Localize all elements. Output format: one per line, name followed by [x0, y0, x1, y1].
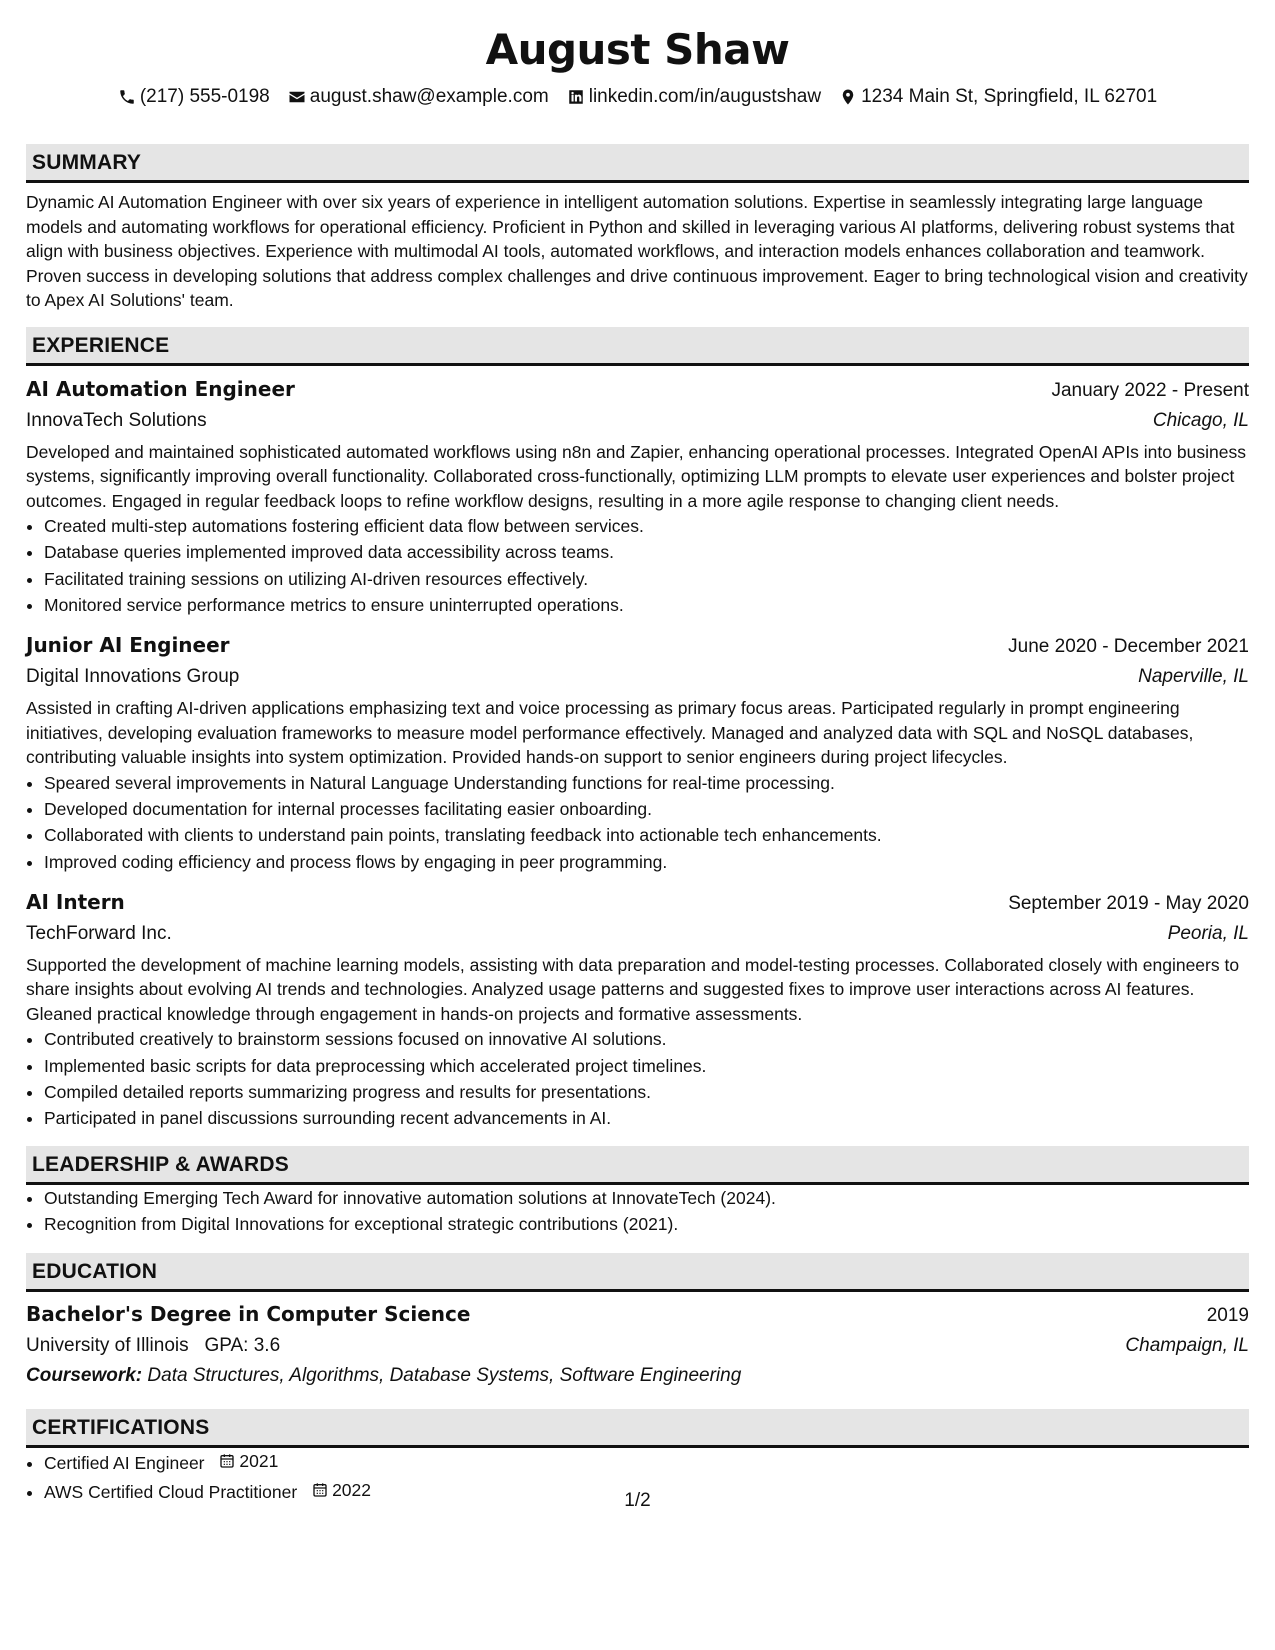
certification-name: Certified AI Engineer [44, 1453, 205, 1474]
list-item [44, 1448, 1249, 1476]
contact-linkedin[interactable] [567, 84, 821, 110]
linkedin-icon [567, 88, 585, 106]
job-bullets [26, 770, 1249, 875]
list-item: • Speared several improvements in Natural Language Understanding functions for real-time processing. [44, 770, 1249, 796]
list-item: • Outstanding Emerging Tech Award for innovative automation solutions at InnovateTech (2024). [44, 1185, 1249, 1211]
certification-year: 2022 [332, 1479, 372, 1500]
job-description: Supported the development of machine learning models, assisting with data preparation and model-testing processes. Collaborated closely with engineers to share insights about evolving AI trends and technologies. Analyzed usage patterns and suggested fixes to improve user interactions across AI features. Gleaned practical knowledge through engagement in hands-on projects and formative assessments. [26, 954, 1240, 1024]
job-bullets [26, 1026, 1249, 1131]
school-name: University of Illinois [26, 1335, 189, 1357]
certification-name: AWS Certified Cloud Practitioner [44, 1481, 298, 1502]
list-item: • Compiled detailed reports summarizing progress and results for presentations. [44, 1079, 1249, 1105]
resume-header [26, 0, 1249, 110]
job-dates: September 2019 - May 2020 [1008, 892, 1249, 914]
job-location: Naperville, IL [1138, 666, 1249, 688]
job-bullets [26, 513, 1249, 618]
list-item: • Created multi-step automations fostering efficient data flow between services. [44, 513, 1249, 539]
company-name: Digital Innovations Group [26, 666, 240, 688]
certification-date [219, 1448, 278, 1474]
company-name: TechForward Inc. [26, 922, 172, 944]
email-address: august.shaw@example.com [309, 86, 549, 107]
phone-number: (217) 555-0198 [139, 86, 270, 107]
street-address: 1234 Main St, Springfield, IL 62701 [861, 86, 1158, 107]
section-heading: EDUCATION [26, 1253, 1249, 1292]
education-section [26, 1253, 1249, 1391]
degree-title: Bachelor's Degree in Computer Science [26, 1302, 471, 1327]
envelope-icon [288, 88, 306, 106]
job-description: Developed and maintained sophisticated automated workflows using n8n and Zapier, enhancing operational processes. Integrated OpenAI APIs into business systems, significantly improving overall functionality. Collaborated cross-functionally, optimizing LLM prompts to elevate user experiences and bolster project outcomes. Engaged in regular feedback loops to refine workflow designs, resulting in a more agile response to changing client needs. [26, 441, 1246, 511]
awards-section [26, 1146, 1249, 1238]
list-item: • Monitored service performance metrics to ensure uninterrupted operations. [44, 592, 1249, 618]
job-entry [26, 374, 1249, 619]
job-dates: June 2020 - December 2021 [1008, 636, 1249, 658]
list-item: • Collaborated with clients to understand pain points, translating feedback into actionable tech enhancements. [44, 822, 1249, 848]
coursework-list: Data Structures, Algorithms, Database Systems, Software Engineering [147, 1365, 742, 1387]
section-heading: CERTIFICATIONS [26, 1409, 1249, 1448]
coursework [26, 1361, 1249, 1391]
summary-section [26, 144, 1249, 313]
contact-address [839, 84, 1157, 110]
calendar-icon [219, 1453, 235, 1469]
job-dates: January 2022 - Present [1051, 379, 1249, 401]
list-item: • Recognition from Digital Innovations for exceptional strategic contributions (2021). [44, 1211, 1249, 1237]
job-description: Assisted in crafting AI-driven applications emphasizing text and voice processing as primary focus areas. Participated regularly in prompt engineering initiatives, developing evaluation frameworks to measure model performance effectively. Managed and analyzed data with SQL and NoSQL databases, contributing valuable insights into system optimization. Provided hands-on support to senior engineers during project lifecycles. [26, 698, 1194, 768]
list-item: • Facilitated training sessions on utilizing AI-driven resources effectively. [44, 566, 1249, 592]
education-entry [26, 1299, 1249, 1391]
graduation-year: 2019 [1206, 1305, 1249, 1327]
job-entry [26, 630, 1249, 875]
job-entry [26, 887, 1249, 1132]
job-location: Chicago, IL [1152, 409, 1249, 431]
job-title: Junior AI Engineer [26, 633, 230, 658]
list-item: • Participated in panel discussions surrounding recent advancements in AI. [44, 1105, 1249, 1131]
list-item: • Developed documentation for internal processes facilitating easier onboarding. [44, 796, 1249, 822]
list-item: • Database queries implemented improved data accessibility across teams. [44, 539, 1249, 565]
job-title: AI Automation Engineer [26, 376, 295, 401]
gpa: GPA: 3.6 [204, 1335, 281, 1357]
page-number: 1/2 [624, 1490, 651, 1511]
contact-phone[interactable] [118, 84, 270, 110]
summary-text: Dynamic AI Automation Engineer with over six years of experience in intelligent automation solutions. Expertise in seamlessly integrating large language models and automating workflows for operational efficiency. Proficient in Python and skilled in leveraging various AI platforms, delivering robust systems that align with business objectives. Experience with multimodal AI tools, automated workflows, and interaction models enhances collaboration and teamwork. Proven success in developing solutions that address complex challenges and drive continuous improvement. Eager to bring technological vision and creativity to Apex AI Solutions' team. [26, 192, 1248, 310]
contact-bar [26, 84, 1249, 110]
linkedin-url: linkedin.com/in/augustshaw [588, 86, 822, 107]
awards-list [26, 1185, 1249, 1238]
map-pin-icon [839, 88, 857, 106]
school-location: Champaign, IL [1125, 1335, 1249, 1357]
list-item: • Implemented basic scripts for data preprocessing which accelerated project timelines. [44, 1053, 1249, 1079]
section-heading: EXPERIENCE [26, 327, 1249, 366]
contact-email[interactable] [288, 84, 549, 110]
phone-icon [118, 88, 136, 106]
candidate-name: August Shaw [485, 25, 790, 74]
job-title: AI Intern [26, 889, 125, 914]
coursework-label: Coursework: [26, 1365, 143, 1387]
certification-year: 2021 [239, 1451, 279, 1472]
list-item: • Contributed creatively to brainstorm sessions focused on innovative AI solutions. [44, 1026, 1249, 1052]
list-item: • Improved coding efficiency and process flows by engaging in peer programming. [44, 849, 1249, 875]
section-heading: LEADERSHIP & AWARDS [26, 1146, 1249, 1185]
job-location: Peoria, IL [1167, 922, 1249, 944]
company-name: InnovaTech Solutions [26, 409, 207, 431]
section-heading: SUMMARY [26, 144, 1249, 183]
experience-section [26, 327, 1249, 1132]
